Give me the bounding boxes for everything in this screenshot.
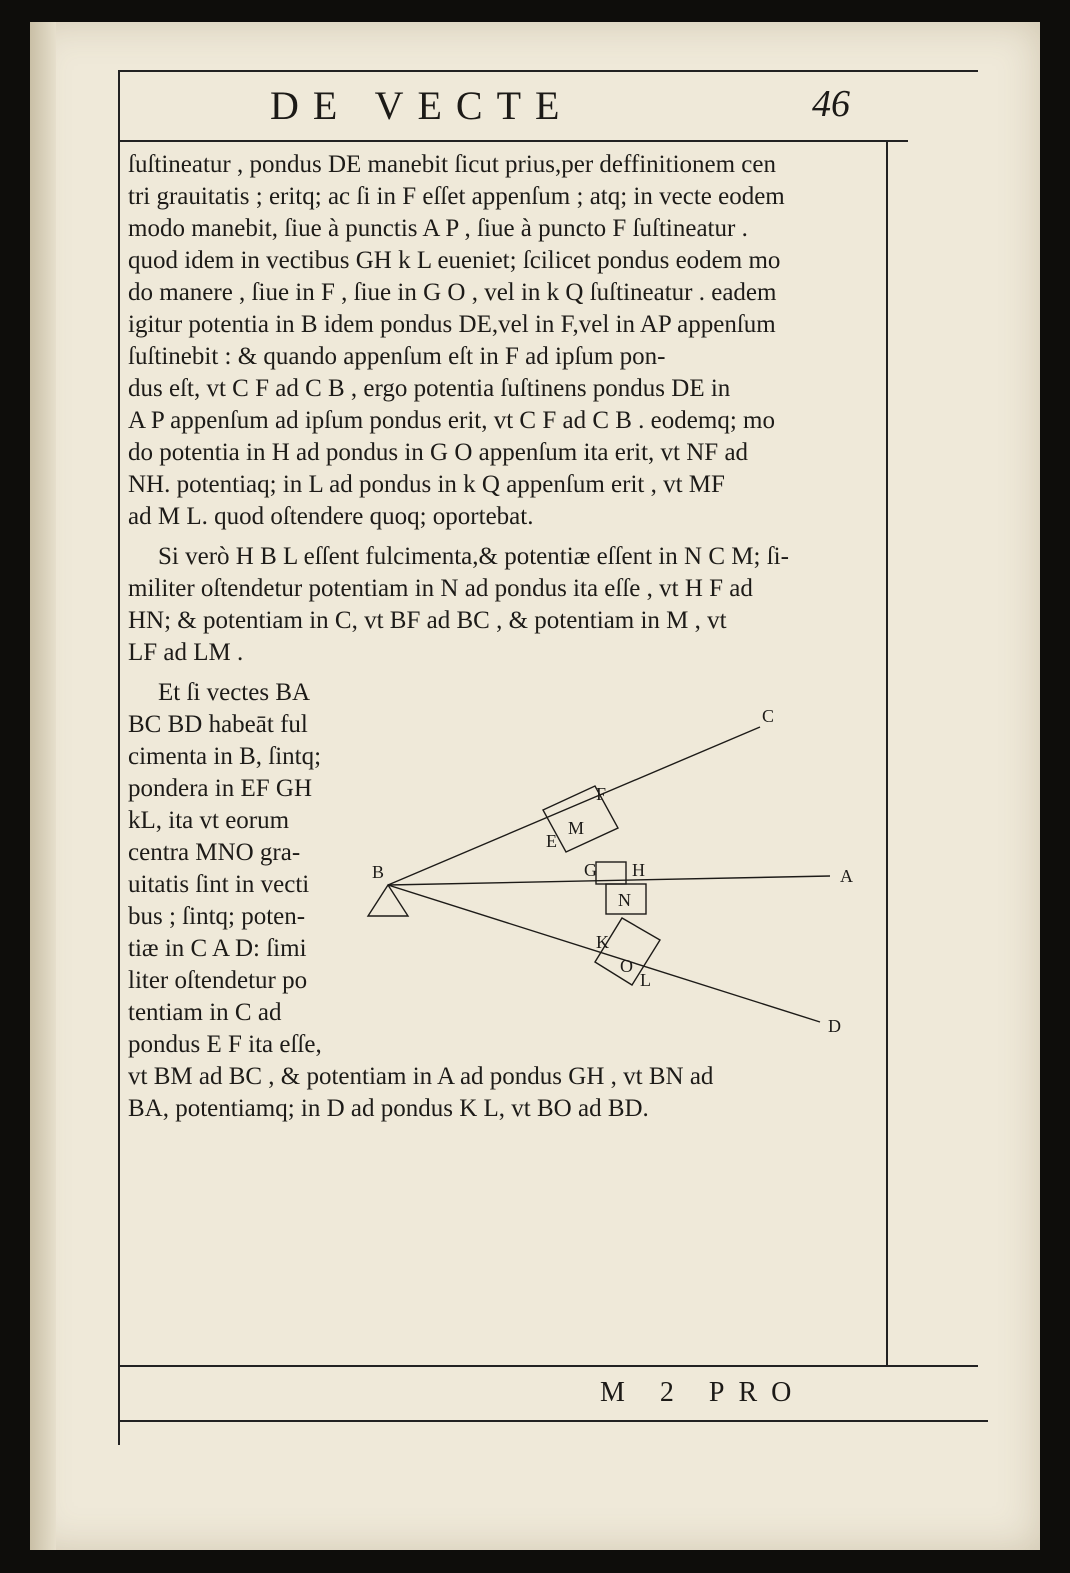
body-line: Si verò H B L eſſent fulcimenta,& potentiæ eſſent in N C M; ſi- — [158, 543, 789, 570]
body-line: kL, ita vt eorum — [128, 807, 290, 834]
body-line: pondera in EF GH — [128, 775, 312, 802]
frame-top-rule — [118, 70, 978, 72]
footer-top-rule — [118, 1365, 978, 1367]
lever-diagram — [360, 702, 880, 1042]
body-line: Et ſi vectes BA — [158, 679, 311, 706]
label-b: B — [372, 862, 385, 882]
body-line: do potentia in H ad pondus in G O appenſum ita erit, vt NF ad — [128, 439, 749, 466]
label-f: F — [596, 784, 607, 804]
label-n: N — [618, 890, 631, 910]
body-line: NH. potentiaq; in L ad pondus in k Q appenſum erit , vt MF — [128, 471, 725, 498]
catchword-signature: M 2 PRO — [600, 1377, 806, 1408]
body-line: cimenta in B, ſintq; — [128, 743, 322, 770]
label-l: L — [640, 970, 651, 990]
body-line: quod idem in vectibus GH k L eueniet; ſcilicet pondus eodem mo — [128, 247, 781, 274]
frame-right-rule — [886, 140, 888, 1365]
frame-left-rule — [118, 70, 120, 1445]
body-line: BC BD habeāt ful — [128, 711, 308, 738]
body-line: A P appenſum ad ipſum pondus erit, vt C F ad C B . eodemq; mo — [128, 407, 775, 434]
label-c: C — [762, 706, 775, 726]
body-line: tentiam in C ad — [128, 999, 282, 1026]
running-head-title: DE VECTE — [270, 83, 574, 128]
body-line: liter oſtendetur po — [128, 967, 308, 994]
body-line: tiæ in C A D: ſimi — [128, 935, 307, 962]
body-line: HN; & potentiam in C, vt BF ad BC , & potentiam in M , vt — [128, 607, 727, 634]
body-line: uitatis ſint in vecti — [128, 871, 310, 898]
body-line: do manere , ſiue in F , ſiue in G O , vel in k Q ſuſtineatur . eadem — [128, 279, 777, 306]
body-line: bus ; ſintq; poten- — [128, 903, 306, 930]
footer-bottom-rule — [118, 1420, 988, 1422]
body-line: dus eſt, vt C F ad C B , ergo potentia ſuſtinens pondus DE in — [128, 375, 731, 402]
body-line: ſuſtinebit : & quando appenſum eſt in F ad ipſum pon- — [128, 343, 666, 370]
page-spine-shadow — [30, 22, 56, 1550]
label-d: D — [828, 1016, 841, 1036]
label-k: K — [596, 932, 609, 952]
body-line: BA, potentiamq; in D ad pondus K L, vt BO ad BD. — [128, 1095, 649, 1122]
label-e: E — [546, 831, 557, 851]
body-line: ad M L. quod oſtendere quoq; oportebat. — [128, 503, 534, 530]
label-a: A — [840, 866, 853, 886]
label-o: O — [620, 956, 633, 976]
lever-bc — [388, 727, 760, 885]
body-line: igitur potentia in B idem pondus DE,vel in F,vel in AP appenſum — [128, 311, 776, 338]
book-page — [30, 22, 1040, 1550]
body-line: pondus E F ita eſſe, — [128, 1031, 322, 1058]
page-number: 46 — [812, 83, 850, 125]
body-line: modo manebit, ſiue à punctis A P , ſiue à puncto F ſuſtineatur . — [128, 215, 748, 242]
body-line: centra MNO gra- — [128, 839, 301, 866]
body-line: vt BM ad BC , & potentiam in A ad pondus GH , vt BN ad — [128, 1063, 714, 1090]
label-m: M — [568, 818, 585, 838]
body-line: LF ad LM . — [128, 639, 244, 666]
body-line: ſuſtineatur , pondus DE manebit ſicut prius,per deffinitionem cen — [128, 151, 776, 178]
body-line: tri grauitatis ; eritq; ac ſi in F eſſet appenſum ; atq; in vecte eodem — [128, 183, 785, 210]
label-g: G — [584, 860, 597, 880]
label-h: H — [632, 860, 645, 880]
body-line: militer oſtendetur potentiam in N ad pondus ita eſſe , vt H F ad — [128, 575, 753, 602]
header-rule — [118, 140, 908, 142]
lever-bd — [388, 885, 820, 1022]
